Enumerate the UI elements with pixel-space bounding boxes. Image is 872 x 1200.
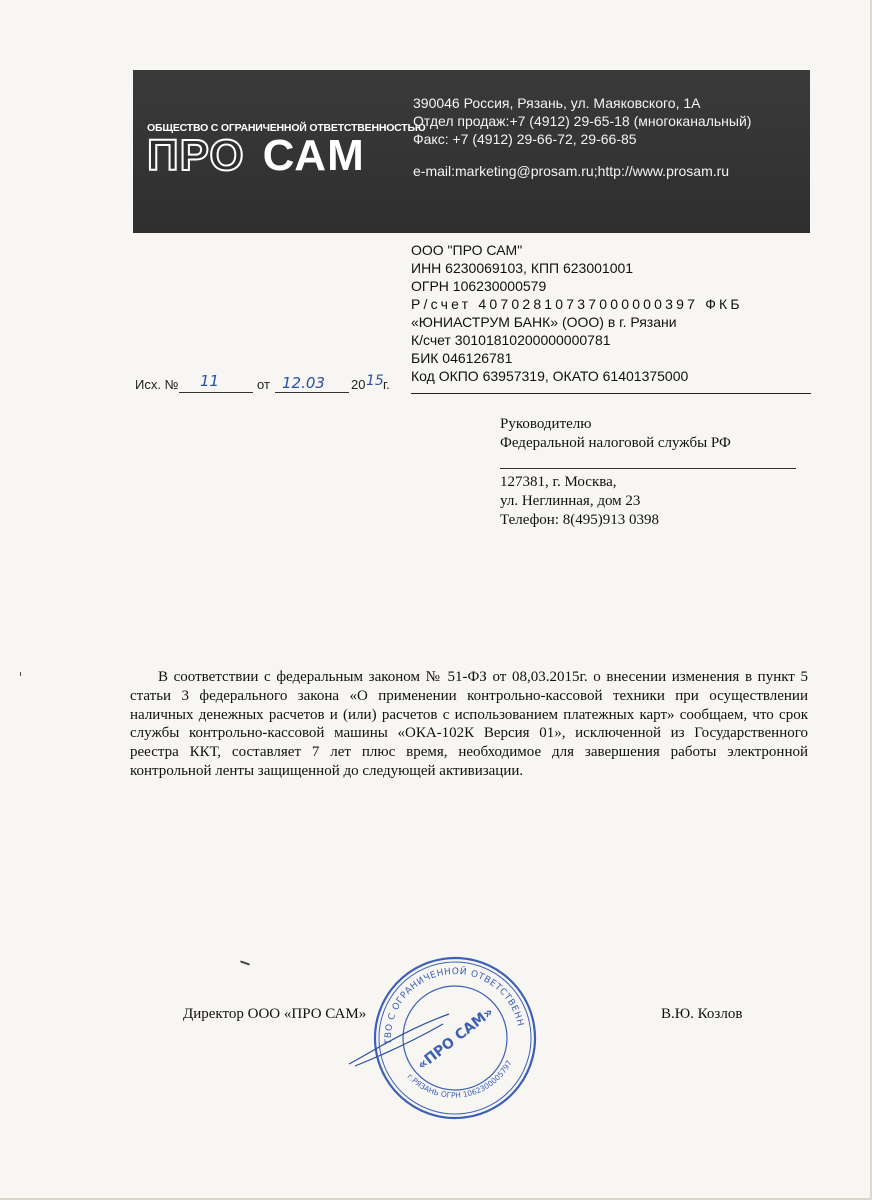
letter-body: В соответствии с федеральным законом № 51-ФЗ от 08,03.2015г. о внесении изменения в пункт 5 статьи 3 федерального закона «О применении контрольно-кассовой техники при осуществлении наличных денежных расчетов и (или) расчетов с использованием платежных карт» сообщаем, что срок службы контрольно-кассовой машины «ОКА-102К Версия 01», исключенной из Государственного реестра ККТ, составляет 7 лет плюс время, необходимое для завершения работы электронной контрольной ленты защищенной до следующей активизации. — [130, 669, 808, 779]
recipient-line1: Руководителю — [500, 416, 592, 432]
company-requisites — [411, 241, 811, 385]
recipient-address — [500, 473, 659, 530]
requisite-corr-account: К/счет 30101810200000000781 — [411, 332, 611, 348]
company-logo — [147, 132, 365, 180]
email-website: e-mail:marketing@prosam.ru;http://www.prosam.ru — [413, 163, 730, 179]
date-underline — [275, 392, 349, 393]
logo-pro: ПРО — [147, 131, 245, 180]
handwritten-date: 12.03 — [282, 374, 325, 392]
company-address: 390046 Россия, Рязань, ул. Маяковского, 1А — [413, 95, 701, 111]
year-g: г. — [383, 377, 390, 392]
sales-phone: Отдел продаж:+7 (4912) 29-65-18 (многоканальный) — [413, 113, 752, 129]
requisite-account: Р/счет 40702810737000000397 ФКБ — [411, 296, 743, 312]
stamp-ring-text: ОБЩЕСТВО С ОГРАНИЧЕННОЙ ОТВЕТСТВЕННОСТЬЮ — [383, 966, 525, 1045]
requisite-okpo: Код ОКПО 63957319, ОКАТО 61401375000 — [411, 368, 689, 384]
recipient-divider — [500, 468, 796, 469]
requisite-inn: ИНН 6230069103, КПП 623001001 — [411, 260, 634, 276]
fax-number: Факс: +7 (4912) 29-66-72, 29-66-85 — [413, 131, 637, 147]
handwritten-year: 15 — [366, 373, 384, 389]
logo-sam: САМ — [262, 131, 365, 180]
letterhead-banner — [133, 70, 810, 233]
signatory-name: В.Ю. Козлов — [661, 1006, 743, 1022]
paper-mark — [20, 672, 21, 676]
requisites-divider — [411, 393, 811, 394]
requisite-bik: БИК 046126781 — [411, 350, 513, 366]
address-phone: Телефон: 8(495)913 0398 — [500, 512, 659, 528]
outgoing-from-label: от — [257, 377, 270, 392]
requisite-ogrn: ОГРН 106230000579 — [411, 278, 547, 294]
requisite-bank: «ЮНИАСТРУМ БАНК» (ООО) в г. Рязани — [411, 314, 677, 330]
stamp-center-text: «ПРО САМ» — [414, 1004, 497, 1074]
address-line1: 127381, г. Москва, — [500, 474, 617, 490]
org-type-label: ОБЩЕСТВО С ОГРАНИЧЕННОЙ ОТВЕТСТВЕННОСТЬЮ — [147, 122, 426, 134]
requisite-name: ООО "ПРО САМ" — [411, 242, 523, 258]
recipient-line2: Федеральной налоговой службы РФ — [500, 435, 731, 451]
signatory-title: Директор ООО «ПРО САМ» — [183, 1006, 367, 1022]
outgoing-number-line — [133, 374, 398, 396]
year-prefix: 20 — [351, 377, 366, 392]
stamp-bottom-text: г.РЯЗАНЬ ОГРН 1062300005797 — [405, 1058, 514, 1100]
handwritten-number: 11 — [200, 372, 220, 390]
handwritten-signature — [345, 1010, 455, 1070]
number-underline — [179, 392, 253, 393]
recipient-block — [500, 415, 731, 453]
address-line2: ул. Неглинная, дом 23 — [500, 493, 641, 509]
outgoing-no-label: Исх. № — [135, 377, 179, 392]
letterhead-contacts — [413, 94, 751, 148]
